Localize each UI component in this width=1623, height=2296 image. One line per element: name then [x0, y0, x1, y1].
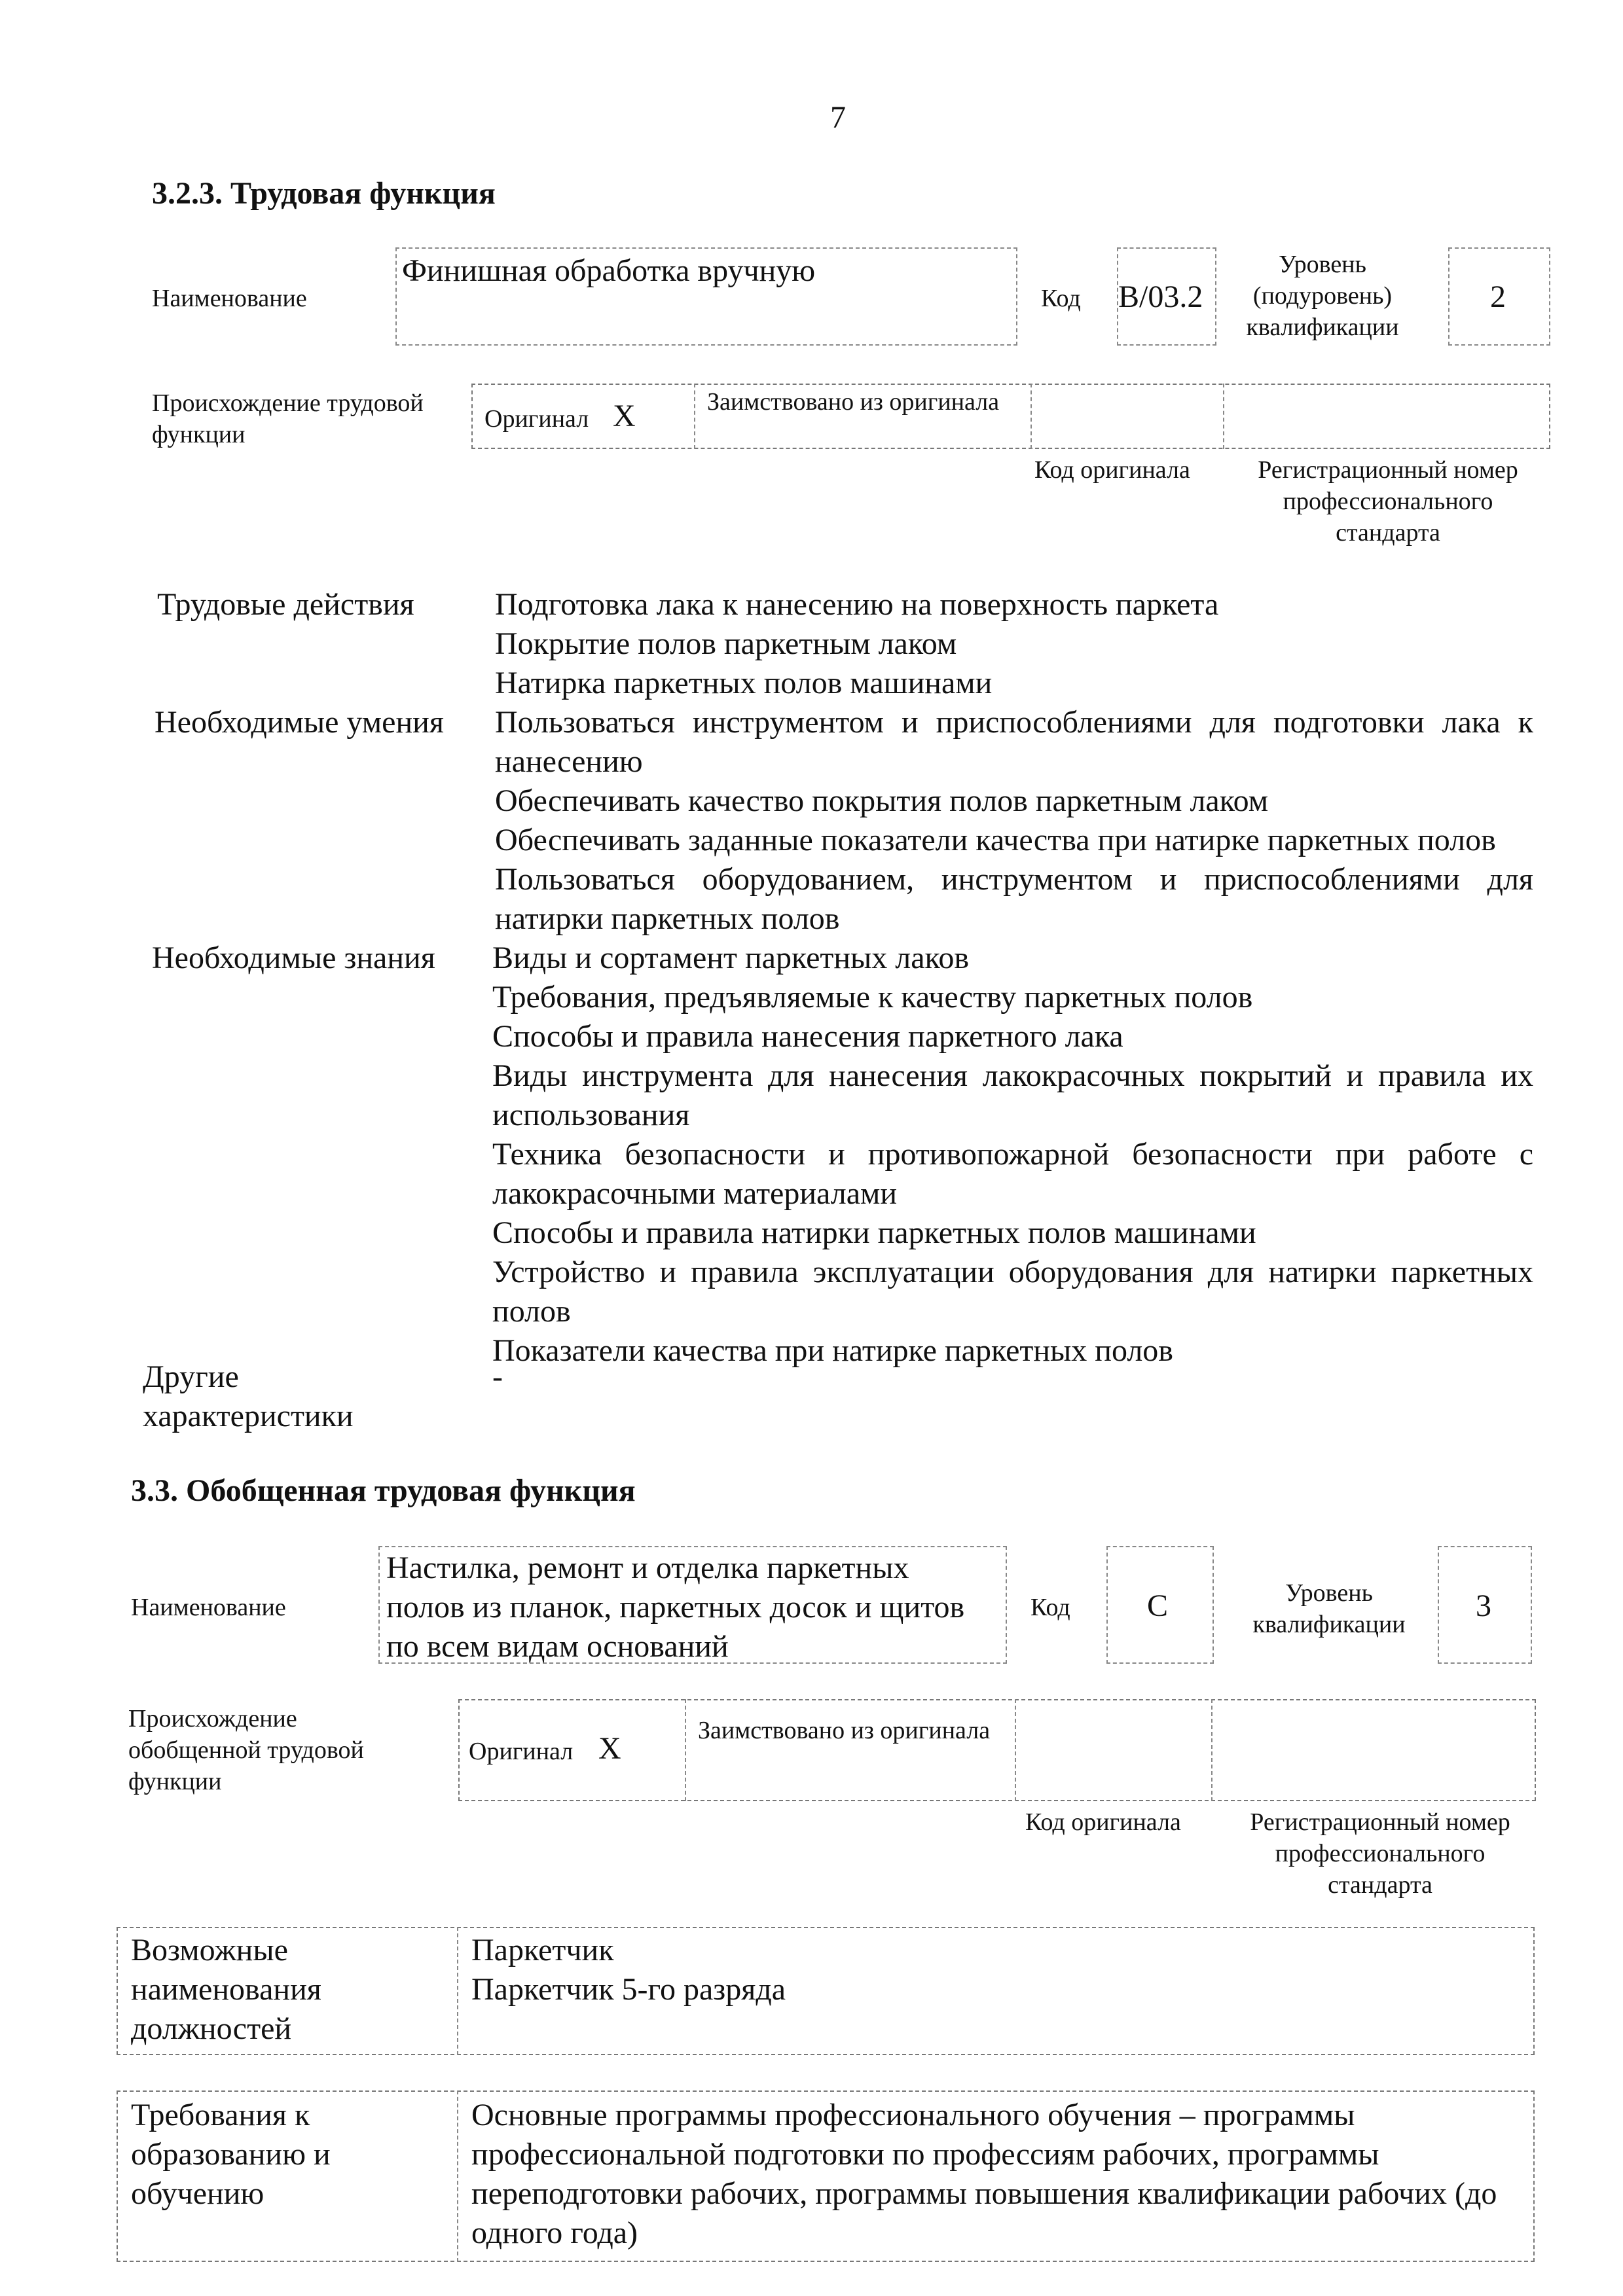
code-value: C: [1147, 1588, 1169, 1623]
education-divider: [457, 2090, 458, 2262]
borrowed-label: Заимствовано из оригинала: [698, 1717, 991, 1744]
origin-label: Происхождение трудовой функции: [152, 389, 424, 448]
borrowed-label: Заимствовано из оригинала: [707, 388, 1000, 416]
action-item: Покрытие полов паркетным лаком: [495, 626, 957, 661]
code-value: B/03.2: [1118, 279, 1203, 314]
skill-item: Пользоваться оборудованием, инструментом и приспособлениями для натирки паркетных полов: [495, 862, 1533, 936]
other-label: Другие характеристики: [143, 1359, 354, 1433]
name-label: Наименование: [152, 285, 307, 312]
origin-divider-1: [694, 384, 695, 449]
positions-label: Возможные наименования должностей: [131, 1933, 321, 2046]
knowledge-item: Показатели качества при натирке паркетных полов: [492, 1333, 1173, 1368]
skill-item: Пользоваться инструментом и приспособлениями для подготовки лака к нанесению: [495, 705, 1533, 779]
origin-divider-2: [1015, 1699, 1016, 1801]
original-code-caption: Код оригинала: [1034, 456, 1190, 484]
knowledge-list: [492, 939, 1533, 1371]
knowledge-item: Виды инструмента для нанесения лакокрасочных покрытий и правила их использования: [492, 1058, 1533, 1132]
code-label: Код: [1030, 1594, 1070, 1621]
reg-number-caption: Регистрационный номер профессионального стандарта: [1250, 1808, 1510, 1899]
origin-divider-2: [1030, 384, 1032, 449]
section-heading: 3.3. Обобщенная трудовая функция: [131, 1473, 636, 1508]
skill-item: Обеспечивать заданные показатели качества при натирке паркетных полов: [495, 823, 1496, 857]
action-item: Подготовка лака к нанесению на поверхность паркета: [495, 587, 1219, 622]
actions-label: Трудовые действия: [157, 587, 414, 622]
education-value: Основные программы профессионального обучения – программы профессиональной подготовки по профессиям рабочих, программы переподготовки рабочих, программы повышения квалификации рабочих (до одного года): [471, 2098, 1497, 2250]
skills-list: [495, 703, 1533, 939]
knowledge-item: Способы и правила натирки паркетных полов машинами: [492, 1215, 1256, 1250]
page-number: 7: [830, 100, 846, 135]
origin-divider-1: [685, 1699, 686, 1801]
actions-list: [495, 585, 1533, 703]
knowledge-item: Устройство и правила эксплуатации оборудования для натирки паркетных полов: [492, 1255, 1533, 1329]
origin-label: Происхождение обобщенной трудовой функции: [128, 1705, 364, 1795]
other-value: -: [492, 1359, 503, 1394]
level-label: Уровень квалификации: [1252, 1579, 1406, 1638]
skill-item: Обеспечивать качество покрытия полов паркетным лаком: [495, 783, 1269, 818]
original-code-caption: Код оригинала: [1025, 1808, 1181, 1836]
knowledge-label: Необходимые знания: [152, 941, 435, 975]
original-label: Оригинал: [484, 405, 589, 433]
name-label: Наименование: [131, 1594, 286, 1621]
education-label: Требования к образованию и обучению: [131, 2098, 331, 2211]
original-label: Оригинал: [469, 1738, 574, 1765]
reg-number-caption: Регистрационный номер профессионального стандарта: [1258, 456, 1518, 547]
position-item: Паркетчик: [471, 1933, 614, 1967]
level-label: Уровень (подуровень) квалификации: [1246, 251, 1399, 341]
name-value: Финишная обработка вручную: [402, 253, 816, 288]
positions-divider: [457, 1927, 458, 2055]
origin-divider-3: [1211, 1699, 1213, 1801]
knowledge-item: Техника безопасности и противопожарной безопасности при работе с лакокрасочными материалами: [492, 1137, 1533, 1211]
origin-divider-3: [1223, 384, 1224, 449]
skills-label: Необходимые умения: [155, 705, 444, 740]
knowledge-item: Требования, предъявляемые к качеству паркетных полов: [492, 980, 1253, 1014]
knowledge-item: Способы и правила нанесения паркетного лака: [492, 1019, 1123, 1054]
name-value: Настилка, ремонт и отделка паркетных полов из планок, паркетных досок и щитов по всем видам оснований: [386, 1551, 965, 1664]
position-item: Паркетчик 5-го разряда: [471, 1972, 786, 2007]
knowledge-item: Виды и сортамент паркетных лаков: [492, 941, 970, 975]
level-value: 3: [1476, 1588, 1491, 1623]
original-mark: X: [613, 399, 636, 433]
level-value: 2: [1490, 279, 1506, 314]
original-mark: X: [598, 1731, 621, 1766]
action-item: Натирка паркетных полов машинами: [495, 666, 993, 700]
code-label: Код: [1041, 285, 1081, 312]
positions-list: [471, 1931, 1519, 2009]
section-heading: 3.2.3. Трудовая функция: [152, 176, 496, 211]
